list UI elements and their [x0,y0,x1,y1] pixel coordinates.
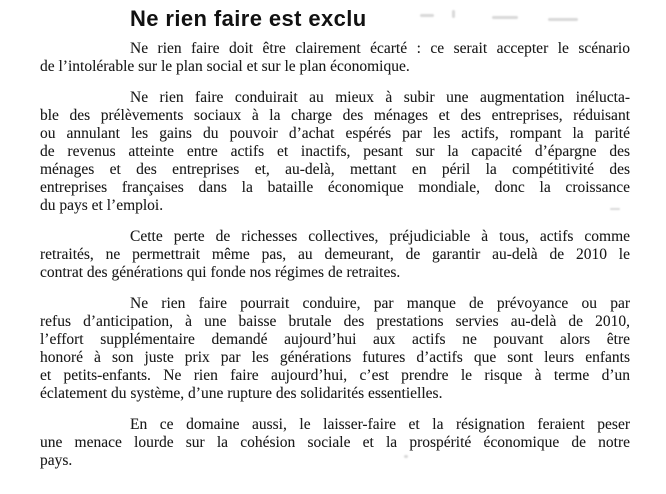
text-line: éclatement du système, d’une rupture des solidarités essentielles. [40,385,443,402]
scan-artifact [492,16,518,19]
text-line: En ce domaine aussi, le laisser-faire et la résignation feraient peser [130,416,630,433]
text-line: contrat des générations qui fonde nos régimes de retraites. [40,264,401,281]
text-line: Ne rien faire conduirait au mieux à subir une augmentation inélucta- [130,89,630,106]
text-line: Ne rien faire doit être clairement écarté : ce serait accepter le scénario [130,40,630,57]
scan-artifact [452,10,455,18]
scan-artifact [548,18,578,21]
text-line: et petits-enfants. Ne rien faire aujourd’hui, c’est prendre le risque à terme d’un [40,367,630,384]
scan-artifact [404,455,408,458]
text-line: refus d’anticipation, à une baisse brutale des prestations servies au-delà de 2010, [40,313,630,330]
text-line: ménages et des entreprises et, au-delà, mettant en péril la compétitivité des [40,161,630,178]
text-line: Cette perte de richesses collectives, préjudiciable à tous, actifs comme [130,228,630,245]
paragraph [40,228,630,282]
page-title: Ne rien faire est exclu [130,6,367,31]
text-line: l’effort supplémentaire demandé aujourd’hui aux actifs ne pouvant alors être [40,331,630,348]
text-line: entreprises françaises dans la bataille économique mondiale, donc la croissance [40,179,630,196]
text-line: une menace lourde sur la cohésion sociale et la prospérité économique de notre [40,434,630,451]
text-line: Ne rien faire pourrait conduire, par manque de prévoyance ou par [130,295,630,312]
text-line: de l’intolérable sur le plan social et sur le plan économique. [40,58,410,75]
text-line: ou annulant les gains du pouvoir d’achat espérés par les actifs, rompant la parité [40,125,630,142]
scan-artifact [610,208,620,210]
text-line: ble des prélèvements sociaux à la charge des ménages et des entreprises, réduisant [40,107,630,124]
text-line: retraités, ne permettrait même pas, au demeurant, de garantir au-delà de 2010 le [40,246,630,263]
paragraph [40,40,630,76]
text-line: honoré à son juste prix par les générations futures d’actifs que sont leurs enfants [40,349,630,366]
paragraph [40,89,630,215]
text-line: pays. [40,452,73,469]
document-body [40,40,630,470]
scan-artifact [420,14,434,17]
paragraph [40,416,630,470]
paragraph [40,295,630,403]
text-line: de revenus atteinte entre actifs et inactifs, pesant sur la capacité d’épargne des [40,143,630,160]
text-line: du pays et l’emploi. [40,197,164,214]
